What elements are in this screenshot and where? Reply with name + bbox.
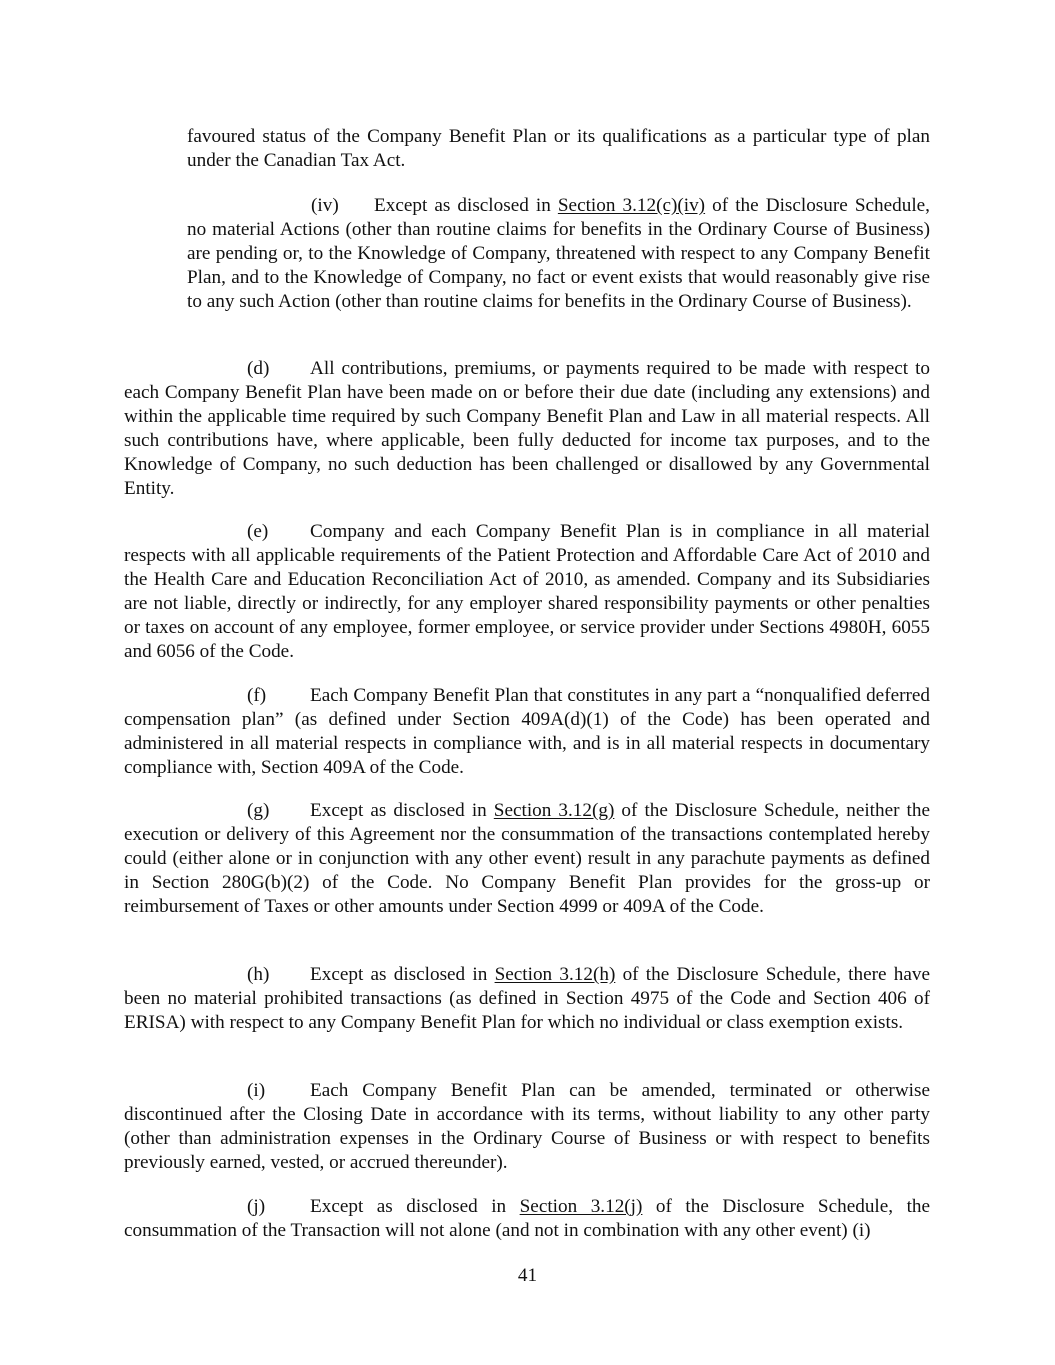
section-3-12-j-ref: Section 3.12(j) (519, 1196, 643, 1217)
section-h (124, 963, 930, 1035)
section-h-label: (h) (247, 964, 270, 985)
section-d (124, 357, 930, 501)
section-f-label: (f) (247, 685, 267, 706)
subsection-iv-text-after: of the Disclosure Schedule, no material Actions (other than routine claims for benefits in the Ordinary Course of Business) are pending or, to the Knowledge of Company, threatened with respect to any Company Benefit Plan, and to the Knowledge of Company, no fact or event exists that would reasonably give rise to any such Action (other than routine claims for benefits in the Ordinary Course of Business). (187, 195, 930, 312)
carryover-text: favoured status of the Company Benefit Plan or its qualifications as a particular type of plan under the Canadian Tax Act. (187, 126, 930, 171)
section-h-text-after: of the Disclosure Schedule, there have been no material prohibited transactions (as defined in Section 4975 of the Code and Section 406 of ERISA) with respect to any Company Benefit Plan for which no individual or class exemption exists. (124, 964, 930, 1033)
section-3-12-h-ref: Section 3.12(h) (494, 964, 616, 985)
section-h-text-before: Except as disclosed in (310, 964, 495, 985)
section-j (124, 1195, 930, 1243)
section-e-text: Company and each Company Benefit Plan is in compliance in all material respects with all applicable requirements of the Patient Protection and Affordable Care Act of 2010 and the Health Care and Education Reconciliation Act of 2010, as amended. Company and its Subsidiaries are not liable, directly or indirectly, for any employer shared responsibility payments or other penalties or taxes on account of any employee, former employee, or service provider under Sections 4980H, 6055 and 6056 of the Code. (124, 521, 930, 662)
section-g (124, 799, 930, 919)
section-g-text-after: of the Disclosure Schedule, neither the execution or delivery of this Agreement nor the consummation of the transactions contemplated hereby could (either alone or in conjunction with any other event) result in any parachute payments as defined in Section 280G(b)(2) of the Code. No Company Benefit Plan provides for the gross-up or reimbursement of Taxes or other amounts under Section 4999 or 409A of the Code. (124, 800, 930, 917)
section-e (124, 520, 930, 664)
section-f-text: Each Company Benefit Plan that constitutes in any part a “nonqualified deferred compensation plan” (as defined under Section 409A(d)(1) of the Code) has been operated and administered in all material respects in compliance with, and is in all material respects in documentary compliance with, Section 409A of the Code. (124, 685, 930, 778)
section-g-label: (g) (247, 800, 270, 821)
section-d-text: All contributions, premiums, or payments required to be made with respect to each Company Benefit Plan have been made on or before their due date (including any extensions) and within the applicable time required by such Company Benefit Plan and Law in all material respects. All such contributions have, where applicable, been fully deducted for income tax purposes, and to the Knowledge of Company, no such deduction has been challenged or disallowed by any Governmental Entity. (124, 358, 930, 499)
section-3-12-c-iv-ref: Section 3.12(c)(iv) (557, 195, 706, 216)
subsection-iv-label: (iv) (311, 195, 339, 216)
subsection-iv-text-before: Except as disclosed in (374, 195, 558, 216)
section-g-text-before: Except as disclosed in (310, 800, 494, 821)
section-e-label: (e) (247, 521, 269, 542)
section-i-text: Each Company Benefit Plan can be amended, terminated or otherwise discontinued after the Closing Date in accordance with its terms, without liability to any other party (other than administration expenses in the Ordinary Course of Business or with respect to benefits previously earned, vested, or accrued thereunder). (124, 1080, 930, 1173)
section-j-text-before: Except as disclosed in (310, 1196, 520, 1217)
section-3-12-g-ref: Section 3.12(g) (493, 800, 615, 821)
section-d-label: (d) (247, 358, 270, 379)
section-j-label: (j) (247, 1196, 266, 1217)
page-number: 41 (517, 1265, 538, 1286)
section-j-text-after: of the Disclosure Schedule, the consummation of the Transaction will not alone (and not in combination with any other event) (i) (124, 1196, 931, 1241)
section-i-label: (i) (247, 1080, 266, 1101)
section-i (124, 1079, 930, 1175)
subsection-iv (187, 194, 930, 314)
section-f (124, 684, 930, 780)
carryover-paragraph (187, 125, 930, 173)
